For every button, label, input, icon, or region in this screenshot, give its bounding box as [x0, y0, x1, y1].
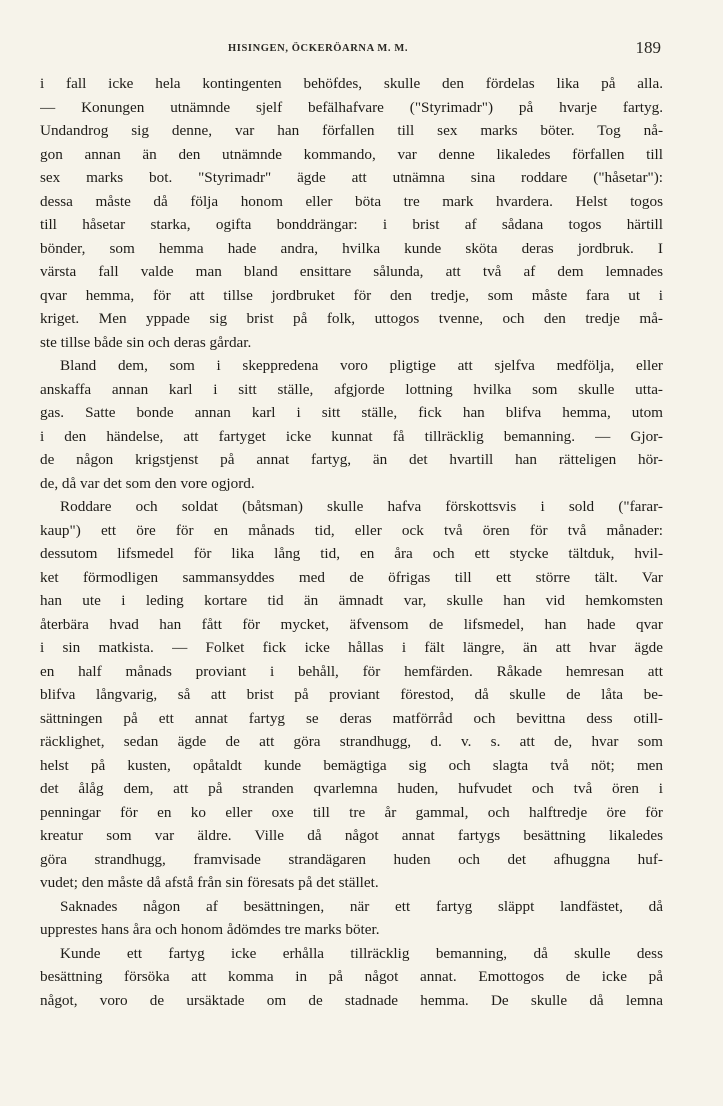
- text-line: Saknades någon af besättningen, när ett fartyg släppt landfästet, då: [60, 897, 663, 915]
- text-line: blifva långvarig, så att brist på proviant förestod, då skulle de låta be-: [40, 686, 663, 703]
- text-line: penningar för en ko eller oxe till tre år gammal, och halftredje öre för: [40, 803, 663, 821]
- text-line: kriget. Men yppade sig brist på folk, uttogos tvenne, och den tredje må-: [40, 310, 663, 327]
- text-line: en half månads proviant i behåll, för hemfärden. Råkade hemresan att: [40, 662, 663, 680]
- text-line: sättningen på ett annat fartyg se deras matförråd och bevittna dess otill-: [40, 709, 663, 727]
- text-line: vudet; den måste då afstå från sin föresats på det stället.: [40, 874, 379, 891]
- text-line: dessa måste då följa honom eller böta tre mark hvardera. Helst togos: [40, 192, 663, 210]
- page-header: [40, 40, 663, 70]
- text-line: han ute i leding kortare tid än ämnadt var, skulle han vid hemkomsten: [40, 592, 663, 609]
- text-line: qvar hemma, för att tillse jordbruket för den tredje, som måste fara ut i: [40, 286, 663, 304]
- text-line: till håsetar starka, ogifta bonddrängar: i brist af sådana togos härtill: [40, 216, 663, 233]
- text-line: anskaffa annan karl i sitt ställe, afgjorde lottning hvilka som skulle utta-: [40, 380, 663, 398]
- text-line: de, då var det som den vore ogjord.: [40, 474, 255, 492]
- text-line: gas. Satte bonde annan karl i sitt ställe, fick han blifva hemma, utom: [40, 404, 663, 421]
- text-line: sex marks bot. "Styrimadr" ägde att utnämna sina roddare ("håsetar"):: [40, 169, 663, 186]
- text-line: värsta fall valde man bland ensittare sålunda, att två af dem lemnades: [40, 263, 663, 280]
- text-line: bönder, som hemma hade andra, hvilka kunde sköta deras jordbruk. I: [40, 239, 663, 257]
- text-line: i sin matkista. — Folket fick icke hållas i fält längre, än att hvar ägde: [40, 639, 663, 656]
- text-line: Undandrog sig denne, var han förfallen till sex marks böter. Tog nå-: [40, 122, 663, 139]
- text-line: upprestes hans åra och honom ådömdes tre marks böter.: [40, 921, 380, 938]
- running-head: HISINGEN, ÖCKERÖARNA M. M.: [228, 43, 409, 54]
- text-line: göra strandhugg, framvisade strandägaren huden och det afhuggna huf-: [40, 850, 663, 868]
- text-line: kaup") ett öre för en månads tid, eller ock två ören för två månader:: [40, 521, 663, 539]
- text-line: räcklighet, sedan ägde de att göra strandhugg, d. v. s. att de, hvar som: [40, 733, 663, 750]
- body-text: [40, 72, 663, 1012]
- text-line: helst på kusten, opåtaldt kunde bemägtiga sig och slagta två nöt; men: [40, 756, 663, 774]
- text-line: gon annan än den utnämnde kommando, var denne likaledes förfallen till: [40, 145, 663, 163]
- book-page: [40, 40, 663, 1012]
- text-line: Kunde ett fartyg icke erhålla tillräcklig bemanning, då skulle dess: [60, 944, 663, 962]
- text-line: dessutom lifsmedel för lika lång tid, en åra och ett stycke tältduk, hvil-: [40, 545, 663, 562]
- text-line: Bland dem, som i skeppredena voro pligtige att sjelfva medfölja, eller: [60, 357, 663, 374]
- text-line: de någon krigstjenst på annat fartyg, än det hvartill han rätteligen hör-: [40, 451, 663, 468]
- text-line: i den händelse, att fartyget icke kunnat få tillräcklig bemanning. — Gjor-: [40, 427, 663, 445]
- text-line: Roddare och soldat (båtsman) skulle hafva förskottsvis i sold ("farar-: [60, 498, 663, 515]
- text-line: återbära hvad han fått för mycket, äfvensom de lifsmedel, han hade qvar: [40, 615, 663, 633]
- text-line: i fall icke hela kontingenten behöfdes, skulle den fördelas lika på alla.: [40, 75, 663, 92]
- text-line: det ålåg dem, att på stranden qvarlemna huden, hufvudet och två ören i: [40, 780, 663, 797]
- text-line: ste tillse både sin och deras gårdar.: [40, 333, 252, 351]
- text-line: ket förmodligen sammansyddes med de öfrigas till ett större tält. Var: [40, 568, 663, 586]
- text-line: besättning försöka att komma in på något annat. Emottogos de icke på: [40, 968, 663, 985]
- text-line: något, voro de ursäktade om de stadnade hemma. De skulle då lemna: [40, 991, 663, 1009]
- text-line: — Konungen utnämnde sjelf befälhafvare ("Styrimadr") på hvarje fartyg.: [40, 98, 663, 116]
- text-line: kreatur som var äldre. Ville då något annat fartygs besättning likaledes: [40, 827, 663, 844]
- page-number: 189: [635, 38, 661, 57]
